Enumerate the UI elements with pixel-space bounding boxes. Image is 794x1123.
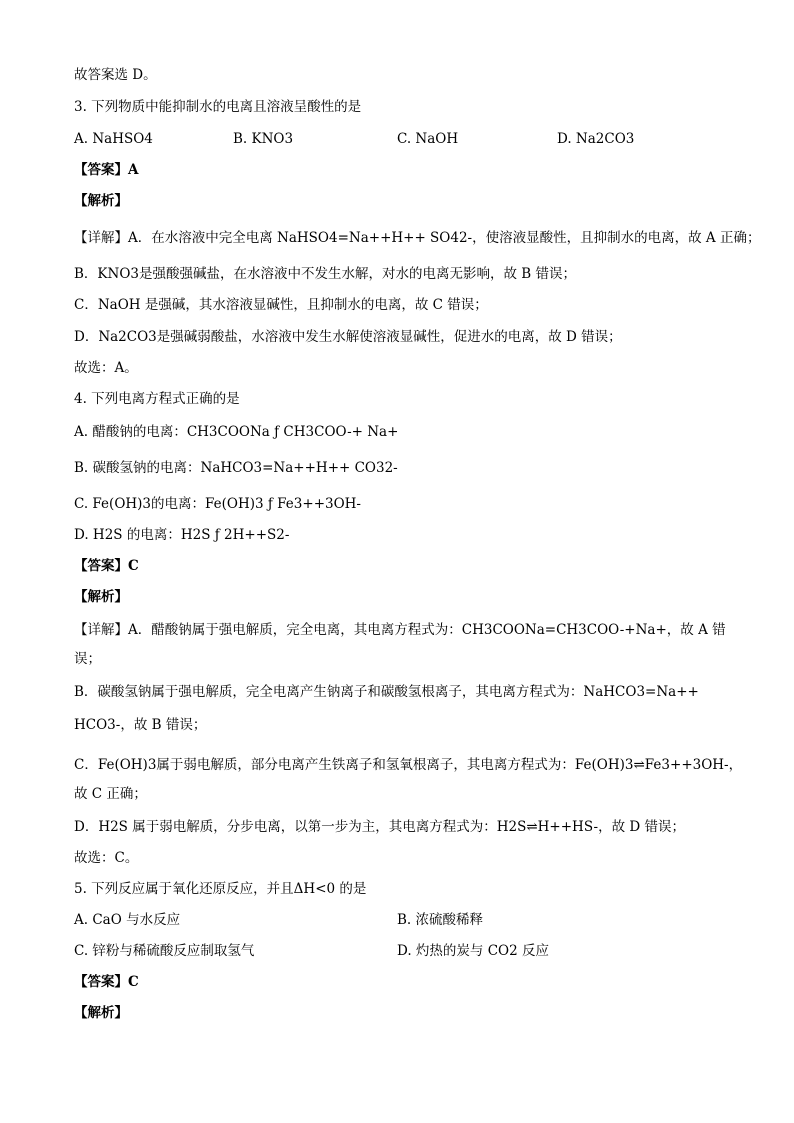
q4-analysis-heading: 【解析】 [74, 589, 128, 605]
question-4-stem: 4. 下列电离方程式正确的是 [74, 391, 240, 407]
q3-detail-d: D．Na2CO3是强碱弱酸盐，水溶液中发生水解使溶液显碱性，促进水的电离，故 D 错误； [74, 329, 622, 345]
text-line: 故答案选 D。 [74, 67, 157, 83]
question-3-stem: 3. 下列物质中能抑制水的电离且溶液呈酸性的是 [74, 99, 362, 115]
q5-answer: 【答案】C [74, 974, 139, 990]
q5-option-b: B. 浓硫酸稀释 [397, 912, 484, 928]
q3-option-d: D. Na2CO3 [557, 131, 635, 147]
q4-option-c: C. Fe(OH)3的电离：Fe(OH)3 ƒ Fe3++3OH- [74, 496, 361, 512]
q4-detail-a-line2: 误； [74, 651, 101, 667]
q3-answer: 【答案】A [74, 162, 139, 178]
q3-detail-b: B．KNO3是强酸强碱盐，在水溶液中不发生水解，对水的电离无影响，故 B 错误； [74, 266, 576, 282]
q4-detail-d: D．H2S 属于弱电解质，分步电离，以第一步为主，其电离方程式为：H2S⇌H++HS-，故 D 错误； [74, 819, 686, 835]
question-5-stem: 5. 下列反应属于氧化还原反应，并且ΔH<0 的是 [74, 881, 367, 897]
q4-option-a: A. 醋酸钠的电离：CH3COONa ƒ CH3COO-+ Na+ [74, 424, 399, 440]
q5-option-a: A. CaO 与水反应 [74, 912, 181, 928]
q3-option-c: C. NaOH [397, 131, 459, 147]
q4-conclusion: 故选：C。 [74, 850, 139, 866]
q4-option-d: D. H2S 的电离：H2S ƒ 2H++S2- [74, 527, 290, 543]
q4-answer: 【答案】C [74, 558, 139, 574]
q5-analysis-heading: 【解析】 [74, 1005, 128, 1021]
q3-detail-c: C．NaOH 是强碱，其水溶液显碱性，且抑制水的电离，故 C 错误； [74, 297, 488, 313]
q4-detail-a-line1: 【详解】A．醋酸钠属于强电解质，完全电离，其电离方程式为：CH3COONa=CH3COO-+Na+，故 A 错 [74, 622, 726, 638]
q4-detail-c-line2: 故 C 正确； [74, 786, 147, 802]
q3-detail-a: 【详解】A．在水溶液中完全电离 NaHSO4=Na++H++ SO42-，使溶液显酸性，且抑制水的电离，故 A 正确； [74, 230, 761, 246]
q3-option-a: A. NaHSO4 [74, 131, 153, 147]
q4-detail-b-line1: B．碳酸氢钠属于强电解质，完全电离产生钠离子和碳酸氢根离子，其电离方程式为：NaHCO3=Na++ [74, 684, 699, 700]
q4-detail-b-line2: HCO3-，故 B 错误； [74, 717, 207, 733]
q4-option-b: B. 碳酸氢钠的电离：NaHCO3=Na++H++ CO32- [74, 460, 398, 476]
q4-detail-c-line1: C．Fe(OH)3属于弱电解质，部分电离产生铁离子和氢氧根离子，其电离方程式为：Fe(OH)3⇌Fe3++3OH-， [74, 757, 743, 773]
q3-option-b: B. KNO3 [233, 131, 294, 147]
q3-conclusion: 故选：A。 [74, 360, 138, 376]
q5-option-c: C. 锌粉与稀硫酸反应制取氢气 [74, 943, 255, 959]
q3-analysis-heading: 【解析】 [74, 193, 128, 209]
q5-option-d: D. 灼热的炭与 CO2 反应 [397, 943, 549, 959]
